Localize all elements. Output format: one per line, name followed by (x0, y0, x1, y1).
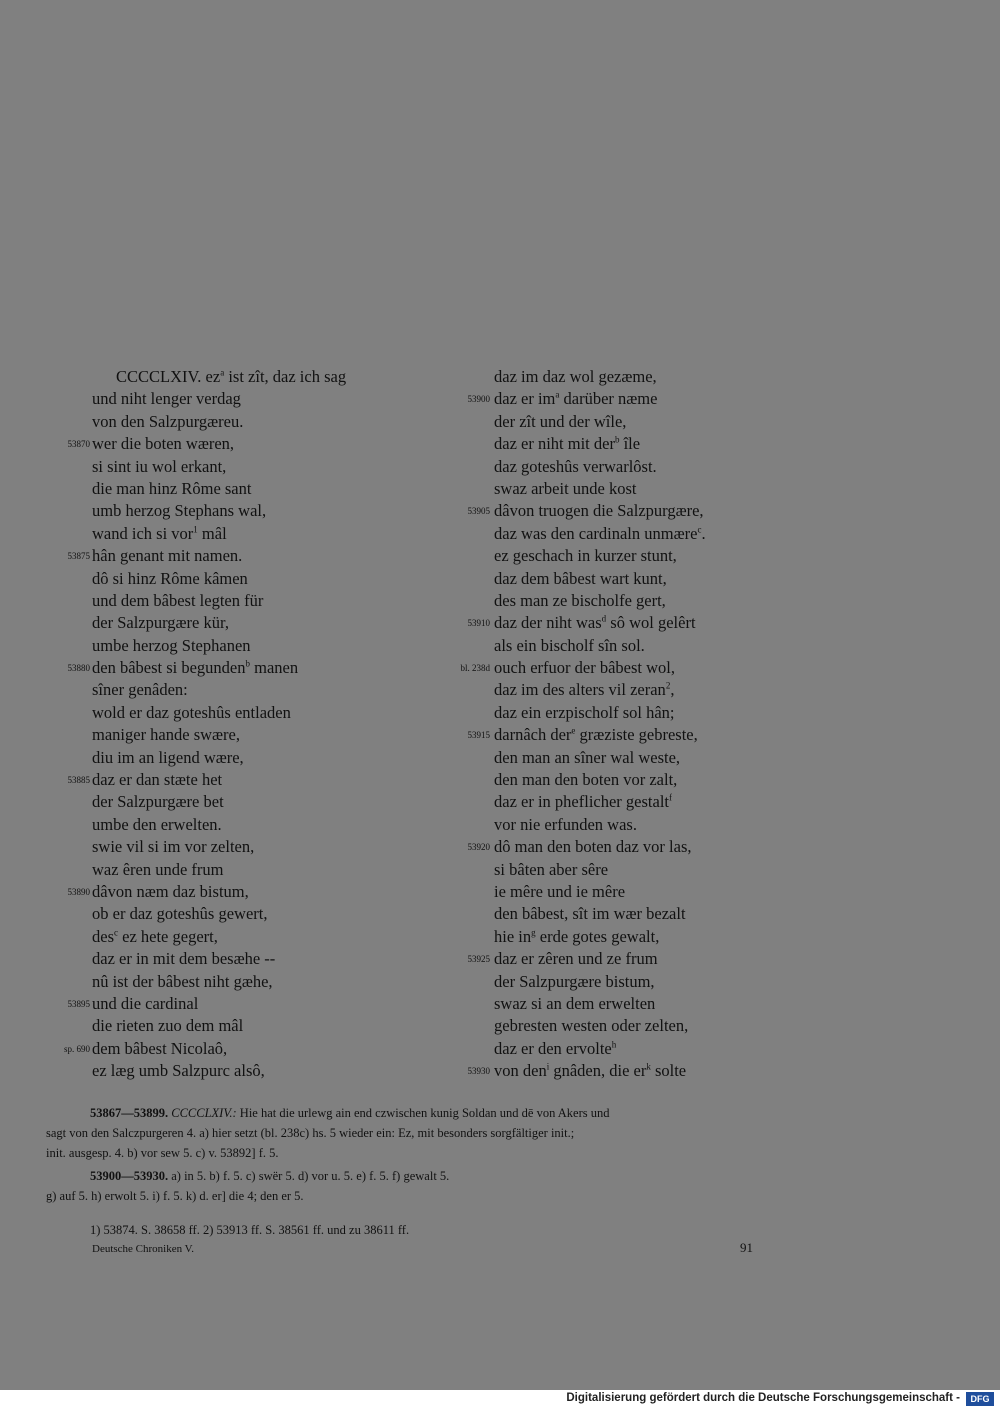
verse-fragment: daz was den cardinaln unmære (494, 523, 698, 543)
verse-line (46, 791, 436, 813)
footnote-marker: c (114, 927, 118, 938)
verse-line (46, 1060, 436, 1082)
verse-line (46, 993, 436, 1015)
verse-text (92, 859, 223, 881)
verse-line (46, 635, 436, 657)
verse-fragment: als ein bischolf sîn sol. (494, 635, 645, 655)
verse-line (452, 948, 792, 970)
verse-line (452, 791, 792, 813)
footnote-marker: d (601, 613, 607, 624)
verse-line (46, 724, 436, 746)
footnote-marker: h (611, 1039, 617, 1050)
verse-text (494, 388, 657, 410)
line-number: 53875 (67, 551, 90, 562)
line-number: bl. 238d (460, 663, 490, 674)
verse-text (92, 948, 275, 970)
verse-text (92, 926, 218, 948)
verse-fragment: daz er den ervolte (494, 1038, 612, 1058)
line-number: 53905 (467, 506, 490, 517)
verse-fragment: dô si hinz Rôme kâmen (92, 568, 248, 588)
verse-text (92, 971, 273, 993)
verse-text (494, 366, 657, 388)
verse-text (494, 590, 666, 612)
line-number: 53925 (467, 954, 490, 965)
verse-line (452, 993, 792, 1015)
verse-text (92, 724, 240, 746)
note-line: 53900—53930. a) in 5. b) f. 5. c) swër 5. d) vor u. 5. e) f. 5. f) gewalt 5. (90, 1169, 450, 1183)
verse-line (46, 433, 436, 455)
verse-text (494, 1060, 686, 1082)
verse-fragment: den bâbest si begunden (92, 658, 246, 678)
verse-fragment: die man hinz Rôme sant (92, 478, 252, 498)
verse-fragment: manen (250, 658, 299, 678)
verse-fragment: si sint iu wol erkant, (92, 456, 227, 476)
footnote-marker: e (571, 725, 576, 736)
verse-fragment: , (670, 680, 675, 700)
verse-text (92, 1038, 227, 1060)
verse-line (452, 388, 792, 410)
verse-text (494, 836, 691, 858)
verse-line (452, 366, 792, 388)
verse-line (452, 903, 792, 925)
verse-line (46, 478, 436, 500)
verse-fragment: dem bâbest Nicolaô, (92, 1038, 228, 1058)
verse-fragment: diu im an ligend wære, (92, 747, 244, 767)
verse-text (494, 568, 667, 590)
verse-fragment: der Salzpurgære kür, (92, 613, 229, 633)
verse-text (92, 791, 224, 813)
verse-line (452, 814, 792, 836)
verse-text (494, 903, 686, 925)
verse-text (494, 881, 625, 903)
verse-line (452, 747, 792, 769)
verse-text (494, 926, 659, 948)
verse-fragment: daz er niht mit der (494, 434, 615, 454)
verse-line (46, 679, 436, 701)
page-number: 91 (740, 1240, 753, 1255)
verse-fragment: hân genant mit namen. (92, 546, 243, 566)
note-line: init. ausgesp. 4. b) vor sew 5. c) v. 53892] f. 5. (46, 1146, 279, 1160)
verse-text (494, 635, 645, 657)
verse-fragment: des man ze bischolfe gert, (494, 590, 666, 610)
verse-line (452, 411, 792, 433)
verse-fragment: daz er zêren und ze frum (494, 949, 658, 969)
verse-line (46, 545, 436, 567)
verse-text (92, 545, 242, 567)
verse-line (46, 523, 436, 545)
verse-line (452, 926, 792, 948)
verse-fragment: hie in (494, 926, 532, 946)
verse-line (452, 433, 792, 455)
verse-line (46, 1015, 436, 1037)
verse-line (452, 1038, 792, 1060)
verse-fragment: maniger hande swære, (92, 725, 240, 745)
verse-fragment: swaz arbeit unde kost (494, 478, 637, 498)
verse-line (46, 1038, 436, 1060)
verse-line (46, 411, 436, 433)
verse-line (452, 702, 792, 724)
verse-fragment: daz dem bâbest wart kunt, (494, 568, 667, 588)
verse-fragment: ie mêre und ie mêre (494, 881, 626, 901)
verse-text (494, 545, 677, 567)
verse-fragment: der Salzpurgære bistum, (494, 971, 655, 991)
verse-text (92, 747, 244, 769)
line-number: 53915 (467, 730, 490, 741)
verse-fragment: waz êren unde frum (92, 859, 224, 879)
verse-line (46, 926, 436, 948)
verse-text (494, 702, 675, 724)
verse-text (494, 814, 637, 836)
verse-text (116, 366, 346, 388)
verse-line (452, 456, 792, 478)
verse-fragment: CCCCLXIV. ez (116, 367, 221, 386)
verse-fragment: umbe herzog Stephanen (92, 635, 251, 655)
verse-text (92, 814, 222, 836)
verse-text (92, 523, 227, 545)
verse-text (92, 903, 267, 925)
verse-fragment: den bâbest, sît im wær bezalt (494, 904, 686, 924)
verse-line (46, 590, 436, 612)
verse-fragment: und die cardinal (92, 993, 199, 1013)
footnote-marker: a (555, 389, 560, 400)
verse-line (46, 836, 436, 858)
attribution-bar (0, 1390, 1000, 1409)
verse-fragment: daz er in mit dem besæhe -- (92, 949, 276, 969)
verse-fragment: ez læg umb Salzpurc alsô, (92, 1061, 265, 1081)
note-line: 53867—53899. CCCCLXIV.: Hie hat die urlewg ain end czwischen kunig Soldan und dē von Akers und (90, 1106, 610, 1120)
verse-line (452, 657, 792, 679)
verse-line (452, 545, 792, 567)
verse-fragment: ist zît, daz ich sag (224, 367, 347, 386)
verse-line (452, 971, 792, 993)
verse-fragment: von den Salzpurgæreu. (92, 411, 244, 431)
verse-text (494, 1015, 688, 1037)
verse-fragment: sîner genâden: (92, 680, 188, 700)
verse-fragment: der zît und der wîle, (494, 411, 627, 431)
attribution-text[interactable]: Digitalisierung gefördert durch die Deutsche Forschungsgemeinschaft - (566, 1392, 960, 1404)
line-number: sp. 690 (63, 1043, 90, 1054)
verse-line (452, 679, 792, 701)
footnote-marker: i (546, 1061, 550, 1072)
verse-text (494, 433, 640, 455)
verse-fragment: swie vil si im vor zelten, (92, 837, 255, 857)
verse-fragment: ouch erfuor der bâbest wol, (494, 658, 675, 678)
verse-fragment: dâvon næm daz bistum, (92, 881, 249, 901)
verse-fragment: gebresten westen oder zelten, (494, 1016, 689, 1036)
verse-text (494, 679, 674, 701)
verse-text (92, 590, 263, 612)
verse-fragment: gnâden, die er (549, 1061, 647, 1081)
verse-text (92, 836, 254, 858)
verse-text (494, 724, 698, 746)
verse-text (92, 568, 248, 590)
verse-line (452, 1015, 792, 1037)
verse-fragment: des (92, 926, 114, 946)
verse-fragment: umbe den erwelten. (92, 814, 222, 834)
verse-fragment: dâvon truogen die Salzpurgære, (494, 501, 704, 521)
verse-fragment: und niht lenger verdag (92, 389, 241, 409)
verse-fragment: wold er daz goteshûs entladen (92, 702, 291, 722)
verse-line (46, 568, 436, 590)
verse-text (92, 388, 241, 410)
verse-fragment: den man den boten vor zalt, (494, 770, 678, 790)
verse-line (452, 769, 792, 791)
left-verse-column (46, 366, 436, 1083)
verse-line (46, 948, 436, 970)
verse-fragment: daz er in pheflicher gestalt (494, 792, 669, 812)
verse-line (452, 635, 792, 657)
verse-text (92, 1015, 243, 1037)
verse-text (92, 881, 249, 903)
verse-fragment: île (619, 434, 641, 454)
verse-fragment: mâl (197, 523, 227, 543)
verse-line (46, 456, 436, 478)
verse-line (452, 478, 792, 500)
footnote-marker: f (669, 792, 672, 803)
footnote-marker: b (614, 434, 620, 445)
verse-fragment: græziste gebreste, (575, 725, 698, 745)
verse-line (452, 836, 792, 858)
verse-line (46, 747, 436, 769)
line-number: 53870 (67, 439, 90, 450)
verse-line (452, 859, 792, 881)
verse-fragment: der Salzpurgære bet (92, 792, 224, 812)
verse-fragment: si bâten aber sêre (494, 859, 609, 879)
verse-text (92, 657, 298, 679)
verse-line (46, 903, 436, 925)
note-line: sagt von den Salczpurgeren 4. a) hier setzt (bl. 238c) hs. 5 wieder ein: Ez, mit besonders sorgfältiger init.; (46, 1126, 575, 1140)
verse-line (452, 881, 792, 903)
verse-text (494, 971, 655, 993)
footnote-line: 1) 53874. S. 38658 ff. 2) 53913 ff. S. 38561 ff. und zu 38611 ff. (90, 1223, 410, 1237)
verse-text (92, 411, 243, 433)
verse-text (494, 411, 626, 433)
verse-fragment: sô wol gelêrt (606, 613, 696, 633)
verse-text (92, 679, 188, 701)
line-number: 53890 (67, 886, 90, 897)
verse-line (46, 366, 436, 388)
verse-fragment: daz goteshûs verwarlôst. (494, 456, 657, 476)
running-footer-title: Deutsche Chroniken V. (92, 1243, 194, 1255)
verse-fragment: daz er dan stæte het (92, 770, 223, 790)
verse-fragment: darnâch der (494, 725, 572, 745)
line-number: 53885 (67, 775, 90, 786)
dfg-logo-icon[interactable]: DFG (966, 1392, 994, 1406)
verse-line (46, 814, 436, 836)
verse-line (46, 769, 436, 791)
verse-fragment: daz er im (494, 389, 556, 409)
verse-text (494, 1038, 616, 1060)
line-number: 53900 (467, 394, 490, 405)
verse-text (494, 859, 608, 881)
verse-fragment: solte (650, 1061, 687, 1081)
verse-fragment: dô man den boten daz vor las, (494, 837, 692, 857)
footnote-marker: 1 (193, 524, 198, 535)
verse-text (92, 500, 266, 522)
verse-text (92, 456, 226, 478)
verse-line (452, 1060, 792, 1082)
footnote-marker: a (220, 367, 225, 378)
verse-fragment: . (701, 523, 706, 543)
line-number: 53910 (467, 618, 490, 629)
line-number: 53880 (67, 663, 90, 674)
verse-text (92, 993, 198, 1015)
right-verse-column (452, 366, 792, 1083)
verse-fragment: ob er daz goteshûs gewert, (92, 904, 268, 924)
verse-fragment: umb herzog Stephans wal, (92, 501, 267, 521)
verse-fragment: daz im des alters vil zeran (494, 680, 666, 700)
verse-fragment: ez geschach in kurzer stunt, (494, 546, 677, 566)
footnote-marker: c (697, 524, 702, 535)
verse-line (46, 702, 436, 724)
verse-text (494, 657, 675, 679)
footnote-marker: k (646, 1061, 651, 1072)
line-number: 53930 (467, 1066, 490, 1077)
verse-line (46, 388, 436, 410)
verse-line (46, 612, 436, 634)
verse-text (494, 500, 704, 522)
footnote-marker: 2 (665, 680, 671, 691)
verse-text (92, 702, 291, 724)
verse-fragment: darüber næme (559, 389, 658, 409)
verse-line (452, 612, 792, 634)
verse-line (452, 500, 792, 522)
verse-fragment: wand ich si vor (92, 523, 194, 543)
verse-line (452, 724, 792, 746)
verse-fragment: die rieten zuo dem mâl (92, 1016, 244, 1036)
apparatus-notes (46, 1103, 836, 1240)
verse-fragment: daz im daz wol gezæme, (494, 367, 657, 386)
verse-text (92, 1060, 265, 1082)
footnote-marker: b (245, 658, 251, 669)
verse-fragment: von den (494, 1061, 547, 1081)
verse-fragment: wer die boten wæren, (92, 434, 235, 454)
verse-text (494, 747, 680, 769)
verse-text (92, 478, 251, 500)
verse-fragment: den man an sîner wal weste, (494, 747, 681, 767)
verse-text (494, 612, 696, 634)
verse-line (452, 568, 792, 590)
verse-line (452, 590, 792, 612)
verse-fragment: und dem bâbest legten für (92, 590, 264, 610)
verse-text (92, 612, 229, 634)
verse-line (46, 859, 436, 881)
verse-fragment: vor nie erfunden was. (494, 814, 637, 834)
verse-line (46, 971, 436, 993)
line-number: 53895 (67, 998, 90, 1009)
verse-fragment: swaz si an dem erwelten (494, 993, 656, 1013)
verse-fragment: daz ein erzpischolf sol hân; (494, 702, 675, 722)
verse-fragment: erde gotes gewalt, (535, 926, 660, 946)
verse-text (92, 433, 234, 455)
verse-text (494, 993, 655, 1015)
verse-text (92, 769, 222, 791)
verse-fragment: daz der niht was (494, 613, 602, 633)
verse-line (452, 523, 792, 545)
footnote-marker: g (531, 927, 536, 938)
verse-line (46, 657, 436, 679)
verse-text (92, 635, 251, 657)
verse-fragment: nû ist der bâbest niht gæhe, (92, 971, 273, 991)
note-line: g) auf 5. h) erwolt 5. i) f. 5. k) d. er] die 4; den er 5. (46, 1189, 304, 1203)
verse-text (494, 791, 672, 813)
line-number: 53920 (467, 842, 490, 853)
verse-text (494, 948, 658, 970)
verse-text (494, 523, 706, 545)
verse-line (46, 881, 436, 903)
verse-fragment: ez hete gegert, (118, 926, 218, 946)
verse-text (494, 769, 677, 791)
verse-text (494, 478, 637, 500)
verse-line (46, 500, 436, 522)
verse-text (494, 456, 657, 478)
